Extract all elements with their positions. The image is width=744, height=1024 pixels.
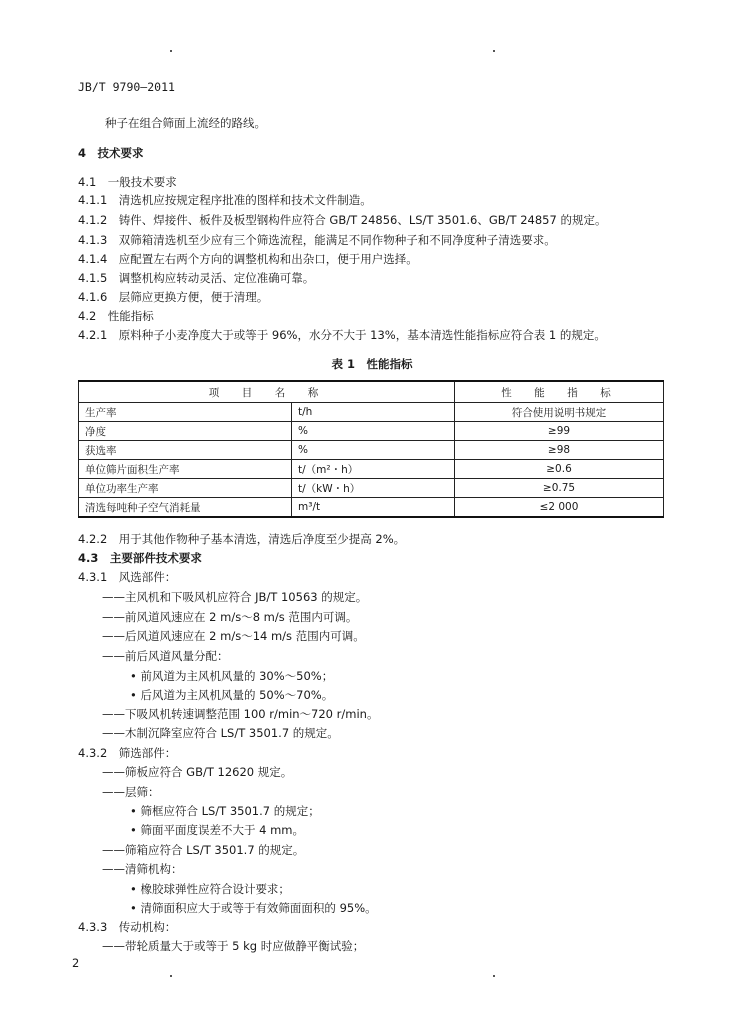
scan-speck bbox=[493, 50, 495, 52]
clause-line: 4.3.2 筛选部件： bbox=[78, 746, 177, 760]
table-row bbox=[79, 498, 664, 518]
clause-line: 4.1.4 应配置左右两个方向的调整机构和出杂口，便于用户选择。 bbox=[78, 252, 418, 266]
list-item: ——前风道风速应在 2 m/s～8 m/s 范围内可调。 bbox=[102, 610, 358, 624]
sub-list-item: • 前风道为主风机风量的 30%～50%； bbox=[130, 669, 334, 683]
table-row bbox=[79, 441, 664, 460]
subsection-heading: 4.3 主要部件技术要求 bbox=[78, 551, 202, 565]
table-cell-item: 生产率 bbox=[79, 403, 292, 422]
sub-list-item: • 筛框应符合 LS/T 3501.7 的规定； bbox=[130, 804, 320, 818]
clause-line: 4.1.5 调整机构应转动灵活、定位准确可靠。 bbox=[78, 271, 315, 285]
table-cell-unit: m³/t bbox=[292, 498, 455, 518]
table-cell-value: ≥0.6 bbox=[455, 460, 664, 479]
sub-list-item: • 后风道为主风机风量的 50%～70%。 bbox=[130, 688, 334, 702]
list-item: ——清筛机构： bbox=[102, 862, 183, 876]
clause-line: 4.2.2 用于其他作物种子基本清选，清选后净度至少提高 2%。 bbox=[78, 532, 406, 546]
table-cell-value: ≥0.75 bbox=[455, 479, 664, 498]
list-item: ——筛板应符合 GB/T 12620 规定。 bbox=[102, 765, 293, 779]
table-cell-unit: t/（m²・h） bbox=[292, 460, 455, 479]
table-cell-unit: t/h bbox=[292, 403, 455, 422]
table-cell-unit: % bbox=[292, 441, 455, 460]
sub-list-item: • 橡胶球弹性应符合设计要求； bbox=[130, 882, 290, 896]
table-row bbox=[79, 422, 664, 441]
sub-list-item: • 筛面平面度误差不大于 4 mm。 bbox=[130, 823, 304, 837]
table-cell-item: 单位功率生产率 bbox=[79, 479, 292, 498]
list-item: ——下吸风机转速调整范围 100 r/min～720 r/min。 bbox=[102, 707, 379, 721]
table-caption: 表 1 性能指标 bbox=[331, 357, 413, 371]
body-line: 种子在组合筛面上流经的路线。 bbox=[105, 116, 266, 130]
scan-speck bbox=[493, 975, 495, 977]
list-item: ——层筛： bbox=[102, 785, 160, 799]
clause-line: 4.1.2 铸件、焊接件、板件及板型钢构件应符合 GB/T 24856、LS/T 3501.6、GB/T 24857 的规定。 bbox=[78, 213, 607, 227]
table-cell-value: ≤2 000 bbox=[455, 498, 664, 518]
table-cell-unit: % bbox=[292, 422, 455, 441]
section-heading: 4 技术要求 bbox=[78, 146, 144, 160]
standard-number: JB/T 9790—2011 bbox=[78, 80, 175, 94]
list-item: ——木制沉降室应符合 LS/T 3501.7 的规定。 bbox=[102, 726, 339, 740]
clause-line: 4.3.1 风选部件： bbox=[78, 570, 177, 584]
table-cell-value: ≥99 bbox=[455, 422, 664, 441]
clause-line: 4.1.6 层筛应更换方便，便于清理。 bbox=[78, 290, 269, 304]
list-item: ——带轮质量大于或等于 5 kg 时应做静平衡试验； bbox=[102, 939, 365, 953]
table-row bbox=[79, 479, 664, 498]
clause-line: 4.2.1 原料种子小麦净度大于或等于 96%，水分不大于 13%，基本清选性能指标应符合表 1 的规定。 bbox=[78, 328, 606, 342]
clause-line: 4.1.1 清选机应按规定程序批准的图样和技术文件制造。 bbox=[78, 193, 372, 207]
table-cell-unit: t/（kW・h） bbox=[292, 479, 455, 498]
table-header-value: 性 能 指 标 bbox=[455, 381, 664, 403]
subsection-heading: 4.1 一般技术要求 bbox=[78, 175, 177, 189]
performance-table bbox=[78, 380, 664, 518]
table-cell-value: ≥98 bbox=[455, 441, 664, 460]
table-row bbox=[79, 460, 664, 479]
table-header-item: 项 目 名 称 bbox=[79, 381, 455, 403]
scan-speck bbox=[170, 975, 172, 977]
sub-list-item: • 清筛面积应大于或等于有效筛面面积的 95%。 bbox=[130, 901, 377, 915]
list-item: ——前后风道风量分配： bbox=[102, 649, 229, 663]
table-cell-item: 获选率 bbox=[79, 441, 292, 460]
table-cell-item: 清选每吨种子空气消耗量 bbox=[79, 498, 292, 518]
page-number: 2 bbox=[72, 956, 80, 970]
table-cell-item: 净度 bbox=[79, 422, 292, 441]
clause-line: 4.3.3 传动机构： bbox=[78, 920, 177, 934]
list-item: ——筛箱应符合 LS/T 3501.7 的规定。 bbox=[102, 843, 305, 857]
table-row bbox=[79, 403, 664, 422]
table-cell-item: 单位筛片面积生产率 bbox=[79, 460, 292, 479]
table-cell-value: 符合使用说明书规定 bbox=[455, 403, 664, 422]
subsection-heading: 4.2 性能指标 bbox=[78, 309, 154, 323]
scan-speck bbox=[170, 50, 172, 52]
list-item: ——主风机和下吸风机应符合 JB/T 10563 的规定。 bbox=[102, 590, 368, 604]
clause-line: 4.1.3 双筛箱清选机至少应有三个筛选流程，能满足不同作物种子和不同净度种子清选要求。 bbox=[78, 233, 556, 247]
list-item: ——后风道风速应在 2 m/s～14 m/s 范围内可调。 bbox=[102, 629, 365, 643]
